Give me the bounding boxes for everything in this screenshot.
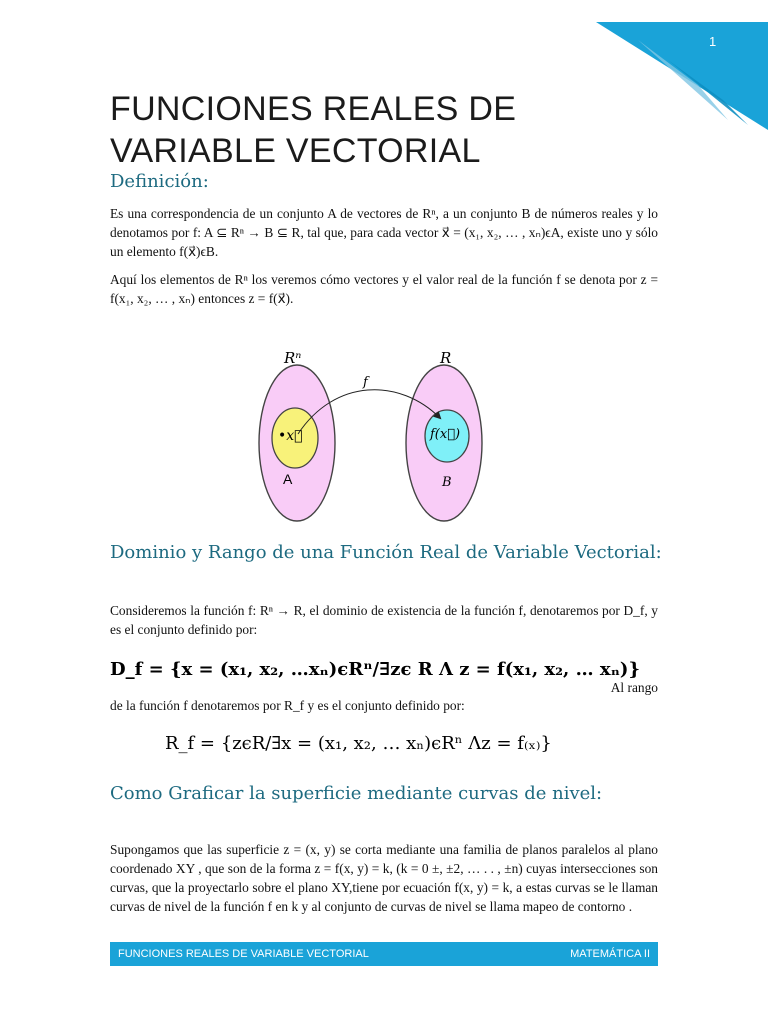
dominio-paragraph-2: de la función f denotaremos por R_f y es el conjunto definido por: <box>110 698 465 713</box>
footer-right: MATEMÁTICA II <box>570 948 650 960</box>
page-footer <box>110 942 658 966</box>
domain-equation-text: D_f = {x = (x₁, x₂, …xₙ)ϵRⁿ/∃zϵ R Λ z = f(x₁, x₂, … xₙ)} <box>110 659 641 680</box>
definicion-heading: Definición: <box>110 171 209 192</box>
label-fx: f(x⃗) <box>430 427 461 442</box>
page-title: FUNCIONES REALES DE VARIABLE VECTORIAL <box>110 90 517 170</box>
label-f: f <box>363 375 368 390</box>
page-number: 1 <box>709 34 717 49</box>
definicion-paragraph-1: Es una correspondencia de un conjunto A de vectores de Rⁿ, a un conjunto B de números reales y lo denotamos por f: A ⊆ Rⁿ → B ⊆ R, tal que, para cada vector x⃗ = (x₁, x₂, … , xₙ)ϵA, existe uno y sólo un elemento f(x⃗)ϵB. <box>110 206 658 259</box>
definicion-paragraph-2: Aquí los elementos de Rⁿ los veremos cómo vectores y el valor real de la función f se denota por z = f(x₁, x₂, … , xₙ) entonces z = f(x⃗). <box>110 272 658 306</box>
graficar-heading: Como Graficar la superficie mediante curvas de nivel: <box>110 783 603 804</box>
range-equation: R_f = {zϵR/∃x = (x₁, x₂, … xₙ)ϵRⁿ Λz = f₍ₓ₎} <box>165 733 552 754</box>
label-r: R <box>440 349 452 367</box>
footer-left: FUNCIONES REALES DE VARIABLE VECTORIAL <box>118 948 369 960</box>
dominio-heading: Dominio y Rango de una Función Real de Variable Vectorial: <box>110 542 662 563</box>
function-diagram <box>240 338 500 533</box>
dominio-paragraph-1: Consideremos la función f: Rⁿ → R, el dominio de existencia de la función f, denotaremos por D_f, y es el conjunto definido por: <box>110 603 658 637</box>
label-a: A <box>283 471 293 487</box>
label-x: •x⃗ <box>278 428 303 444</box>
label-rn: Rⁿ <box>284 349 302 367</box>
domain-equation <box>110 659 640 680</box>
rango-inline-text: Al rango <box>610 680 658 695</box>
label-b: B <box>442 475 452 490</box>
graficar-paragraph: Supongamos que las superficie z = (x, y) se corta mediante una familia de planos paralelos al plano coordenado XY , que son de la forma z = f(x, y) = k, (k = 0 ±, ±2, … . . , ±n) cuyas intersecciones son curvas, que la proyectarlo sobre el plano XY,tiene por ecuación f(x, y) = k, a estas curvas se le llaman curvas de nivel de la función f en k y al conjunto de curvas de nivel se llama mapeo de contorno . <box>110 842 658 914</box>
